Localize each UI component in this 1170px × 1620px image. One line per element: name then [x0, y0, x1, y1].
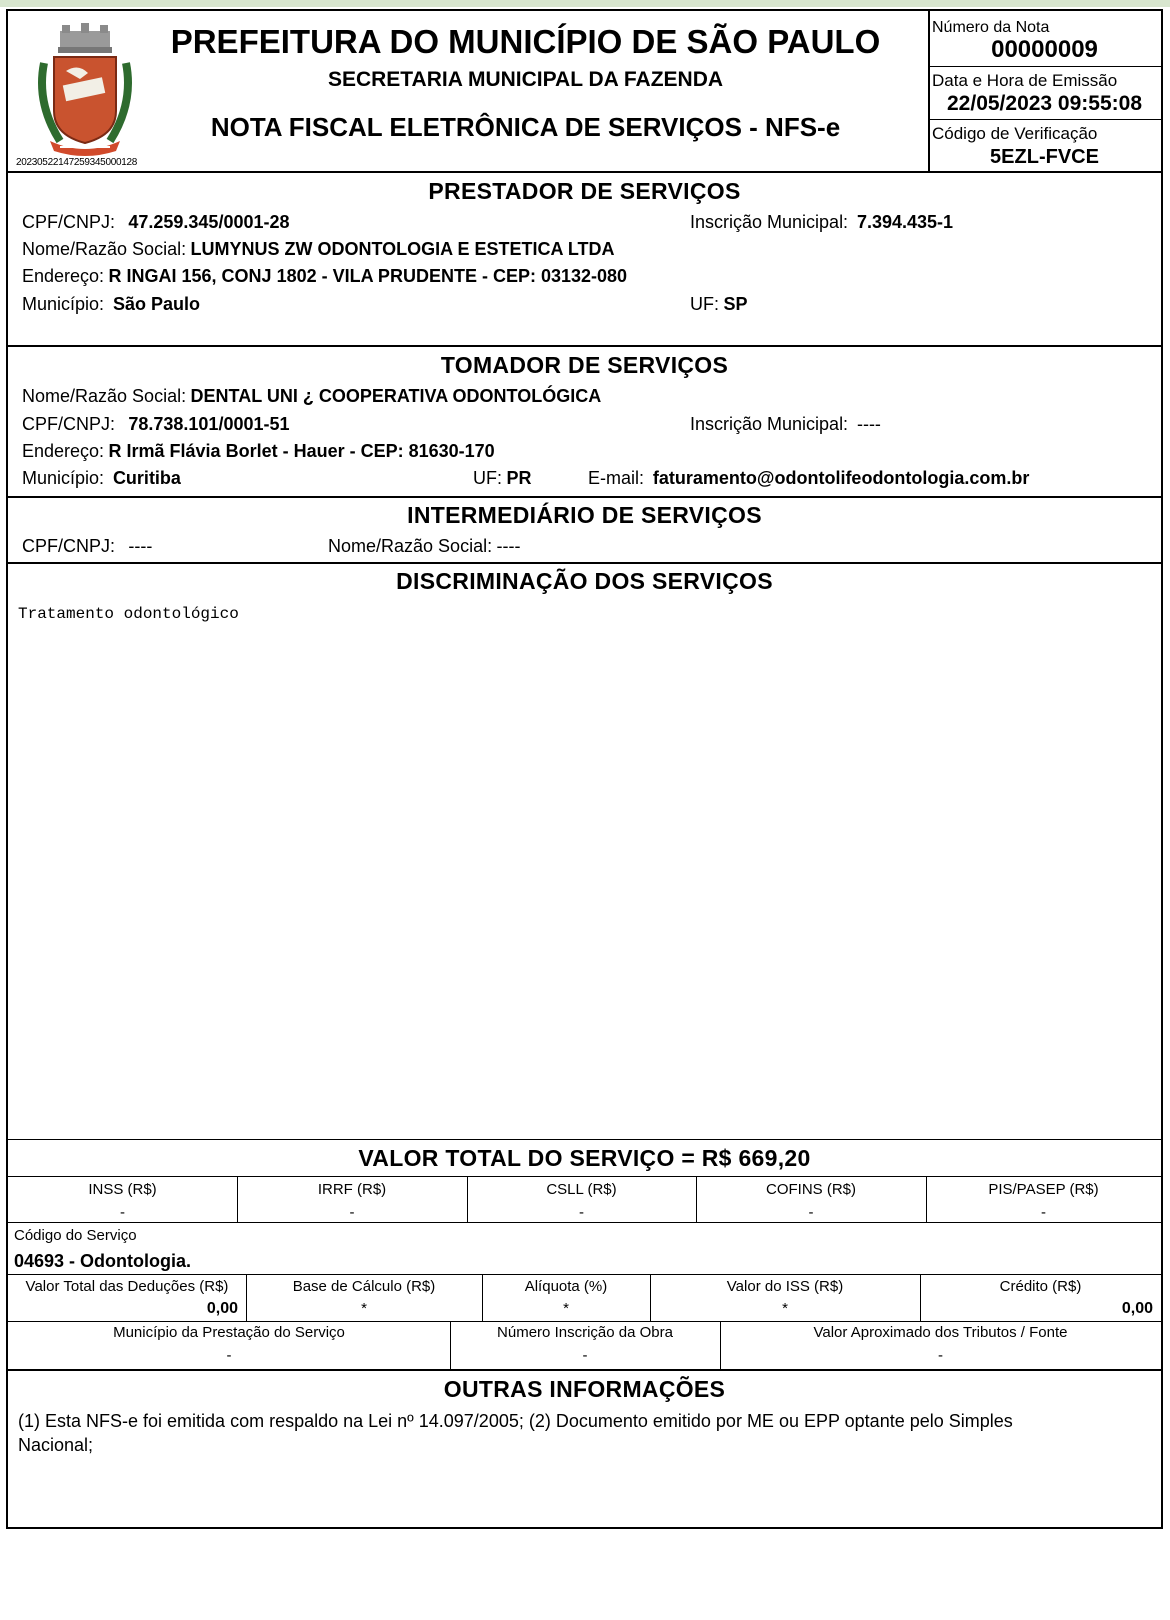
nfse-document	[6, 9, 1163, 1529]
tomador-municipio: Curitiba	[112, 468, 181, 488]
divider	[8, 1222, 1161, 1223]
cofins-label: COFINS (R$)	[766, 1181, 856, 1198]
tomador-endereco: R Irmã Flávia Borlet - Hauer - CEP: 81630-170	[108, 441, 495, 461]
valor-iss-label: Valor do ISS (R$)	[726, 1278, 844, 1295]
cofins-value: -	[808, 1204, 814, 1221]
tomador-email-row	[588, 468, 1029, 489]
prestador-section-title: PRESTADOR DE SERVIÇOS	[428, 178, 741, 204]
csll-label: CSLL (R$)	[546, 1181, 617, 1198]
tomador-im: ----	[856, 414, 881, 434]
prestador-cnpj: 47.259.345/0001-28	[128, 212, 290, 232]
prestador-im-row	[690, 212, 953, 233]
numero-nota: 00000009	[991, 36, 1098, 63]
prestador-municipio-row	[22, 294, 200, 315]
divider	[928, 119, 1163, 120]
tomador-section-title: TOMADOR DE SERVIÇOS	[440, 352, 729, 378]
aliquota-label: Alíquota (%)	[524, 1278, 608, 1295]
tomador-cnpj: 78.738.101/0001-51	[128, 414, 290, 434]
prestador-uf: SP	[723, 294, 748, 314]
deducoes-value: 0,00	[206, 1300, 238, 1317]
intermediario-section-title: INTERMEDIÁRIO DE SERVIÇOS	[407, 502, 762, 528]
window-top-strip	[0, 0, 1170, 7]
irrf-label: IRRF (R$)	[317, 1181, 387, 1198]
uf-label: UF:	[473, 468, 502, 488]
outras-informacoes-line1: (1) Esta NFS-e foi emitida com respaldo na Lei nº 14.097/2005; (2) Documento emitido por ME ou EPP optante pelo Simples	[18, 1411, 1013, 1431]
codigo-servico-label: Código do Serviço	[14, 1227, 137, 1244]
endereco-label: Endereço:	[22, 441, 105, 461]
nome-label: Nome/Razão Social:	[328, 536, 493, 556]
csll-value: -	[579, 1204, 584, 1221]
prestador-cnpj-row	[22, 212, 290, 233]
pis-pasep-label: PIS/PASEP (R$)	[988, 1181, 1099, 1198]
outras-informacoes-title: OUTRAS INFORMAÇÕES	[443, 1376, 726, 1402]
base-calculo-value: *	[361, 1300, 367, 1317]
tomador-im-row	[690, 414, 881, 435]
codigo-verificacao-label: Código de Verificação	[932, 124, 1098, 143]
tomador-endereco-row	[22, 441, 495, 462]
irrf-value: -	[349, 1204, 355, 1221]
intermediario-cnpj: ----	[128, 536, 153, 556]
prestador-nome: LUMYNUS ZW ODONTOLOGIA E ESTETICA LTDA	[190, 239, 615, 259]
tomador-uf: PR	[506, 468, 532, 488]
inss-label: INSS (R$)	[88, 1181, 157, 1198]
prestador-endereco-row	[22, 266, 627, 287]
inscricao-obra-value: -	[582, 1347, 588, 1364]
divider	[8, 171, 1161, 173]
tomador-cnpj-row	[22, 414, 290, 435]
divider	[8, 345, 1161, 347]
deducoes-label: Valor Total das Deduções (R$)	[25, 1278, 229, 1295]
divider	[8, 1274, 1161, 1275]
cnpj-label: CPF/CNPJ:	[22, 414, 116, 434]
document-title: NOTA FISCAL ELETRÔNICA DE SERVIÇOS - NFS-e	[210, 112, 841, 142]
pis-pasep-value: -	[1041, 1204, 1046, 1221]
base-calculo-label: Base de Cálculo (R$)	[292, 1278, 436, 1295]
numero-label: Número da Nota	[932, 19, 1050, 36]
divider	[8, 1369, 1161, 1371]
sao-paulo-coat-of-arms-icon	[30, 23, 140, 158]
municipio-prestacao-label: Município da Prestação do Serviço	[113, 1324, 345, 1341]
outras-informacoes-line2: Nacional;	[18, 1435, 94, 1455]
prestador-municipio: São Paulo	[112, 294, 200, 314]
page-subtitle: SECRETARIA MUNICIPAL DA FAZENDA	[327, 68, 724, 91]
intermediario-cnpj-row	[22, 536, 152, 557]
tributos-aproximados-label: Valor Aproximado dos Tributos / Fonte	[813, 1324, 1068, 1341]
tributos-aproximados-value: -	[938, 1347, 943, 1364]
tomador-nome-row	[22, 386, 601, 407]
intermediario-nome-row	[328, 536, 521, 557]
municipio-label: Município:	[22, 294, 105, 314]
cnpj-label: CPF/CNPJ:	[22, 212, 116, 232]
page-title: PREFEITURA DO MUNICÍPIO DE SÃO PAULO	[170, 23, 881, 60]
nome-label: Nome/Razão Social:	[22, 386, 187, 406]
prestador-im: 7.394.435-1	[856, 212, 954, 232]
email-label: E-mail:	[588, 468, 645, 488]
codigo-verificacao: 5EZL-FVCE	[990, 146, 1099, 168]
divider	[8, 496, 1161, 498]
valor-total: VALOR TOTAL DO SERVIÇO = R$ 669,20	[358, 1145, 811, 1171]
barcode-number: 20230522147259345000128	[16, 157, 138, 168]
municipio-prestacao-value: -	[226, 1347, 232, 1364]
discriminacao-section-title: DISCRIMINAÇÃO DOS SERVIÇOS	[396, 568, 773, 594]
divider	[8, 1139, 1161, 1140]
aliquota-value: *	[563, 1300, 569, 1317]
im-label: Inscrição Municipal:	[690, 414, 849, 434]
valor-iss-value: *	[782, 1300, 788, 1317]
discriminacao-texto: Tratamento odontológico	[18, 605, 239, 623]
inscricao-obra-label: Número Inscrição da Obra	[497, 1324, 673, 1341]
tomador-uf-row	[473, 468, 531, 489]
intermediario-nome: ----	[496, 536, 521, 556]
prestador-uf-row	[690, 294, 747, 315]
divider	[8, 562, 1161, 564]
municipio-label: Município:	[22, 468, 105, 488]
credito-value: 0,00	[1121, 1300, 1153, 1317]
credito-label: Crédito (R$)	[999, 1278, 1082, 1295]
endereco-label: Endereço:	[22, 266, 105, 286]
tomador-municipio-row	[22, 468, 181, 489]
codigo-servico: 04693 - Odontologia.	[14, 1251, 192, 1271]
data-emissao-label: Data e Hora de Emissão	[932, 71, 1118, 90]
im-label: Inscrição Municipal:	[690, 212, 849, 232]
tomador-nome: DENTAL UNI ¿ COOPERATIVA ODONTOLÓGICA	[190, 386, 602, 406]
tomador-email: faturamento@odontolifeodontologia.com.br	[652, 468, 1030, 488]
data-emissao: 22/05/2023 09:55:08	[947, 92, 1142, 115]
divider	[8, 1176, 1161, 1177]
divider	[928, 66, 1163, 67]
cnpj-label: CPF/CNPJ:	[22, 536, 116, 556]
prestador-endereco: R INGAI 156, CONJ 1802 - VILA PRUDENTE - CEP: 03132-080	[108, 266, 628, 286]
header-divider	[928, 11, 930, 173]
uf-label: UF:	[690, 294, 719, 314]
inss-value: -	[120, 1204, 125, 1221]
prestador-nome-row	[22, 239, 615, 260]
nome-label: Nome/Razão Social:	[22, 239, 187, 259]
divider	[8, 1321, 1161, 1322]
